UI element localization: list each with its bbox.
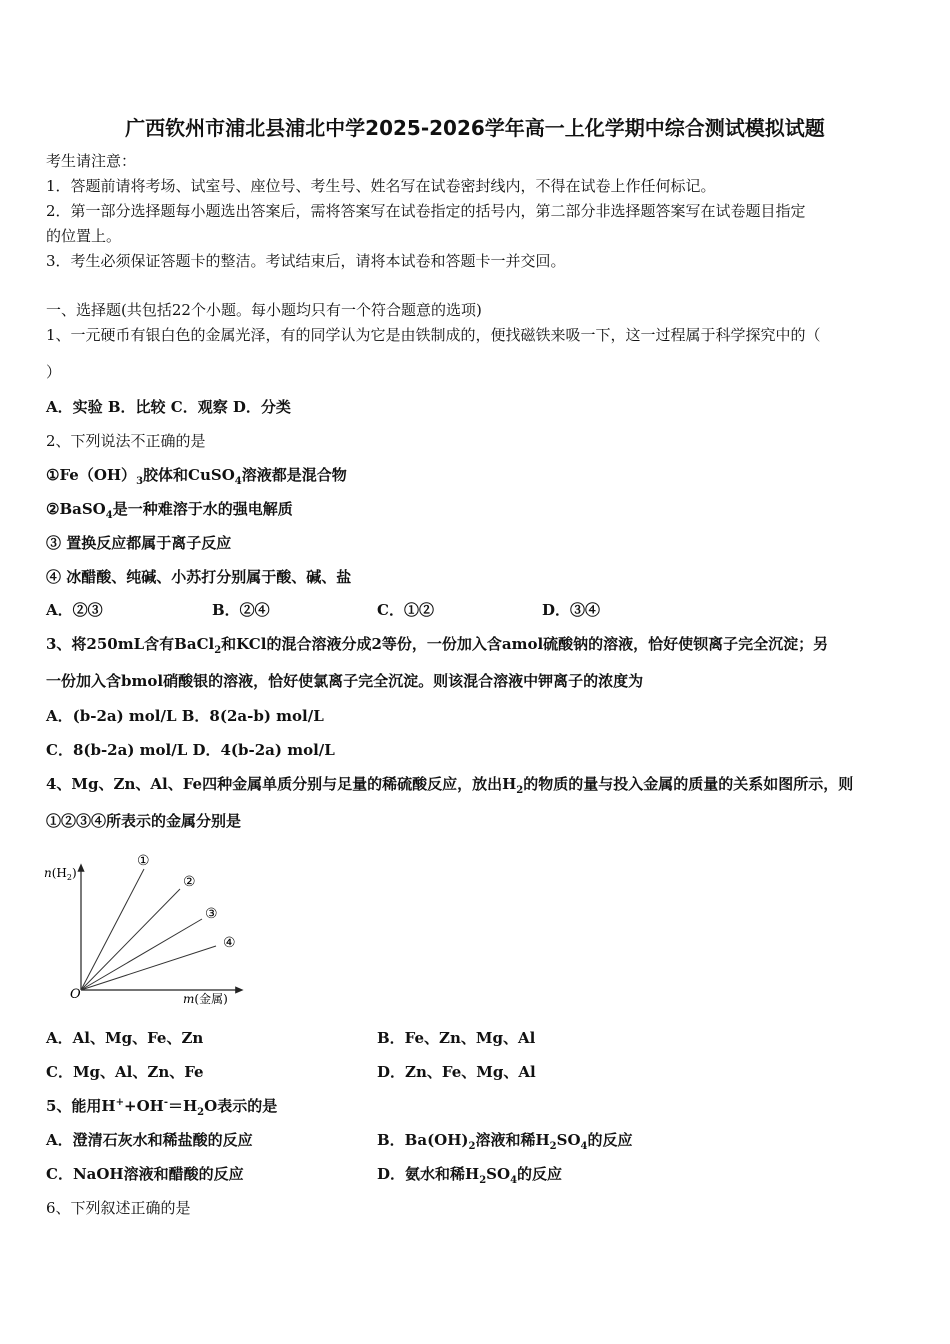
q4-option-c: C．Mg、Al、Zn、Fe — [46, 1063, 204, 1081]
q1-options: A．实验 B．比较 C．观察 D．分类 — [46, 398, 291, 416]
notice-item-2-cont: 的位置上。 — [46, 227, 122, 245]
q5-option-c: C．NaOH溶液和醋酸的反应 — [46, 1165, 244, 1183]
notice-item-3: 3．考生必须保证答题卡的整洁。考试结束后，请将本试卷和答题卡一并交回。 — [46, 252, 566, 270]
q4-graph-y-label: $n(H_2)$ — [44, 866, 77, 882]
notice-heading: 考生请注意： — [46, 152, 137, 170]
notice-item-2: 2．第一部分选择题每小题选出答案后，需将答案写在试卷指定的括号内，第二部分非选择题答案写在试卷题目指定 — [46, 202, 806, 220]
q5-option-b: B．$Ba(OH)_2$溶液和稀$H_2SO_4$的反应 — [377, 1131, 633, 1152]
q3-options-cd: C．8(b-2a) mol/L D．4(b-2a) mol/L — [46, 741, 335, 759]
q2-stem: 2、下列说法不正确的是 — [46, 432, 206, 450]
q4-stem-line2: ①②③④所表示的金属分别是 — [46, 812, 242, 830]
q2-option-d: D．③④ — [542, 601, 601, 619]
section-heading: 一、选择题(共包括22个小题。每小题均只有一个符合题意的选项) — [46, 301, 482, 319]
q4-graph-line-4 — [81, 946, 216, 990]
q4-graph-label-4: ④ — [223, 935, 236, 951]
q4-graph-x-label: m(金属) — [183, 992, 228, 1006]
q3-options-ab: A．(b-2a) mol/L B．8(2a-b) mol/L — [46, 707, 324, 725]
q2-statement-3: ③ 置换反应都属于离子反应 — [46, 534, 232, 552]
q4-graph-label-2: ② — [183, 874, 196, 890]
q4-graph-label-3: ③ — [205, 906, 218, 922]
q6-stem: 6、下列叙述正确的是 — [46, 1199, 191, 1217]
q5-option-d: D．氨水和稀$H_2SO_4$的反应 — [377, 1165, 563, 1186]
q2-option-c: C．①② — [377, 601, 434, 619]
q2-option-b: B．②④ — [212, 601, 270, 619]
q2-statement-4: ④ 冰醋酸、纯碱、小苏打分别属于酸、碱、盐 — [46, 568, 352, 586]
q2-statement-2: ②BaSO$_4$是一种难溶于水的强电解质 — [46, 500, 293, 521]
q4-graph — [40, 845, 250, 1013]
q3-stem-line2: 一份加入含bmol硝酸银的溶液，恰好使氯离子完全沉淀。则该混合溶液中钾离子的浓度为 — [46, 672, 644, 690]
q1-stem-line2: ） — [46, 363, 62, 381]
q4-option-b: B．Fe、Zn、Mg、Al — [377, 1029, 536, 1047]
q4-option-a: A．Al、Mg、Fe、Zn — [46, 1029, 204, 1047]
q4-stem-line1: 4、Mg、Zn、Al、Fe四种金属单质分别与足量的稀硫酸反应，放出$H_2$的物质的量与投入金属的质量的关系如图所示，则 — [46, 775, 854, 796]
q5-stem: 5、能用$H^++OH^-=H_2O$表示的是 — [46, 1097, 278, 1118]
q4-option-d: D．Zn、Fe、Mg、Al — [377, 1063, 536, 1081]
notice-item-1: 1．答题前请将考场、试室号、座位号、考生号、姓名写在试卷密封线内，不得在试卷上作任何标记。 — [46, 177, 716, 195]
q2-option-a: A．②③ — [46, 601, 103, 619]
q5-option-a: A．澄清石灰水和稀盐酸的反应 — [46, 1131, 253, 1149]
q3-stem-line1: 3、将250mL含有BaCl$_2$和KCl的混合溶液分成2等份，一份加入含amol硫酸钠的溶液，恰好使钡离子完全沉淀；另 — [46, 635, 829, 656]
q4-graph-line-2 — [81, 889, 180, 990]
q1-stem-line1: 1、一元硬币有银白色的金属光泽，有的同学认为它是由铁制成的，便找磁铁来吸一下，这一过程属于科学探究中的（ — [46, 326, 821, 344]
q2-statement-1: $①Fe(OH)_3$胶体和CuSO$_4$溶液都是混合物 — [46, 466, 347, 487]
q4-graph-origin: O — [70, 987, 81, 1002]
q4-graph-label-1: ① — [137, 853, 150, 869]
page-title: 广西钦州市浦北县浦北中学2025-2026学年高一上化学期中综合测试模拟试题 — [125, 116, 825, 140]
